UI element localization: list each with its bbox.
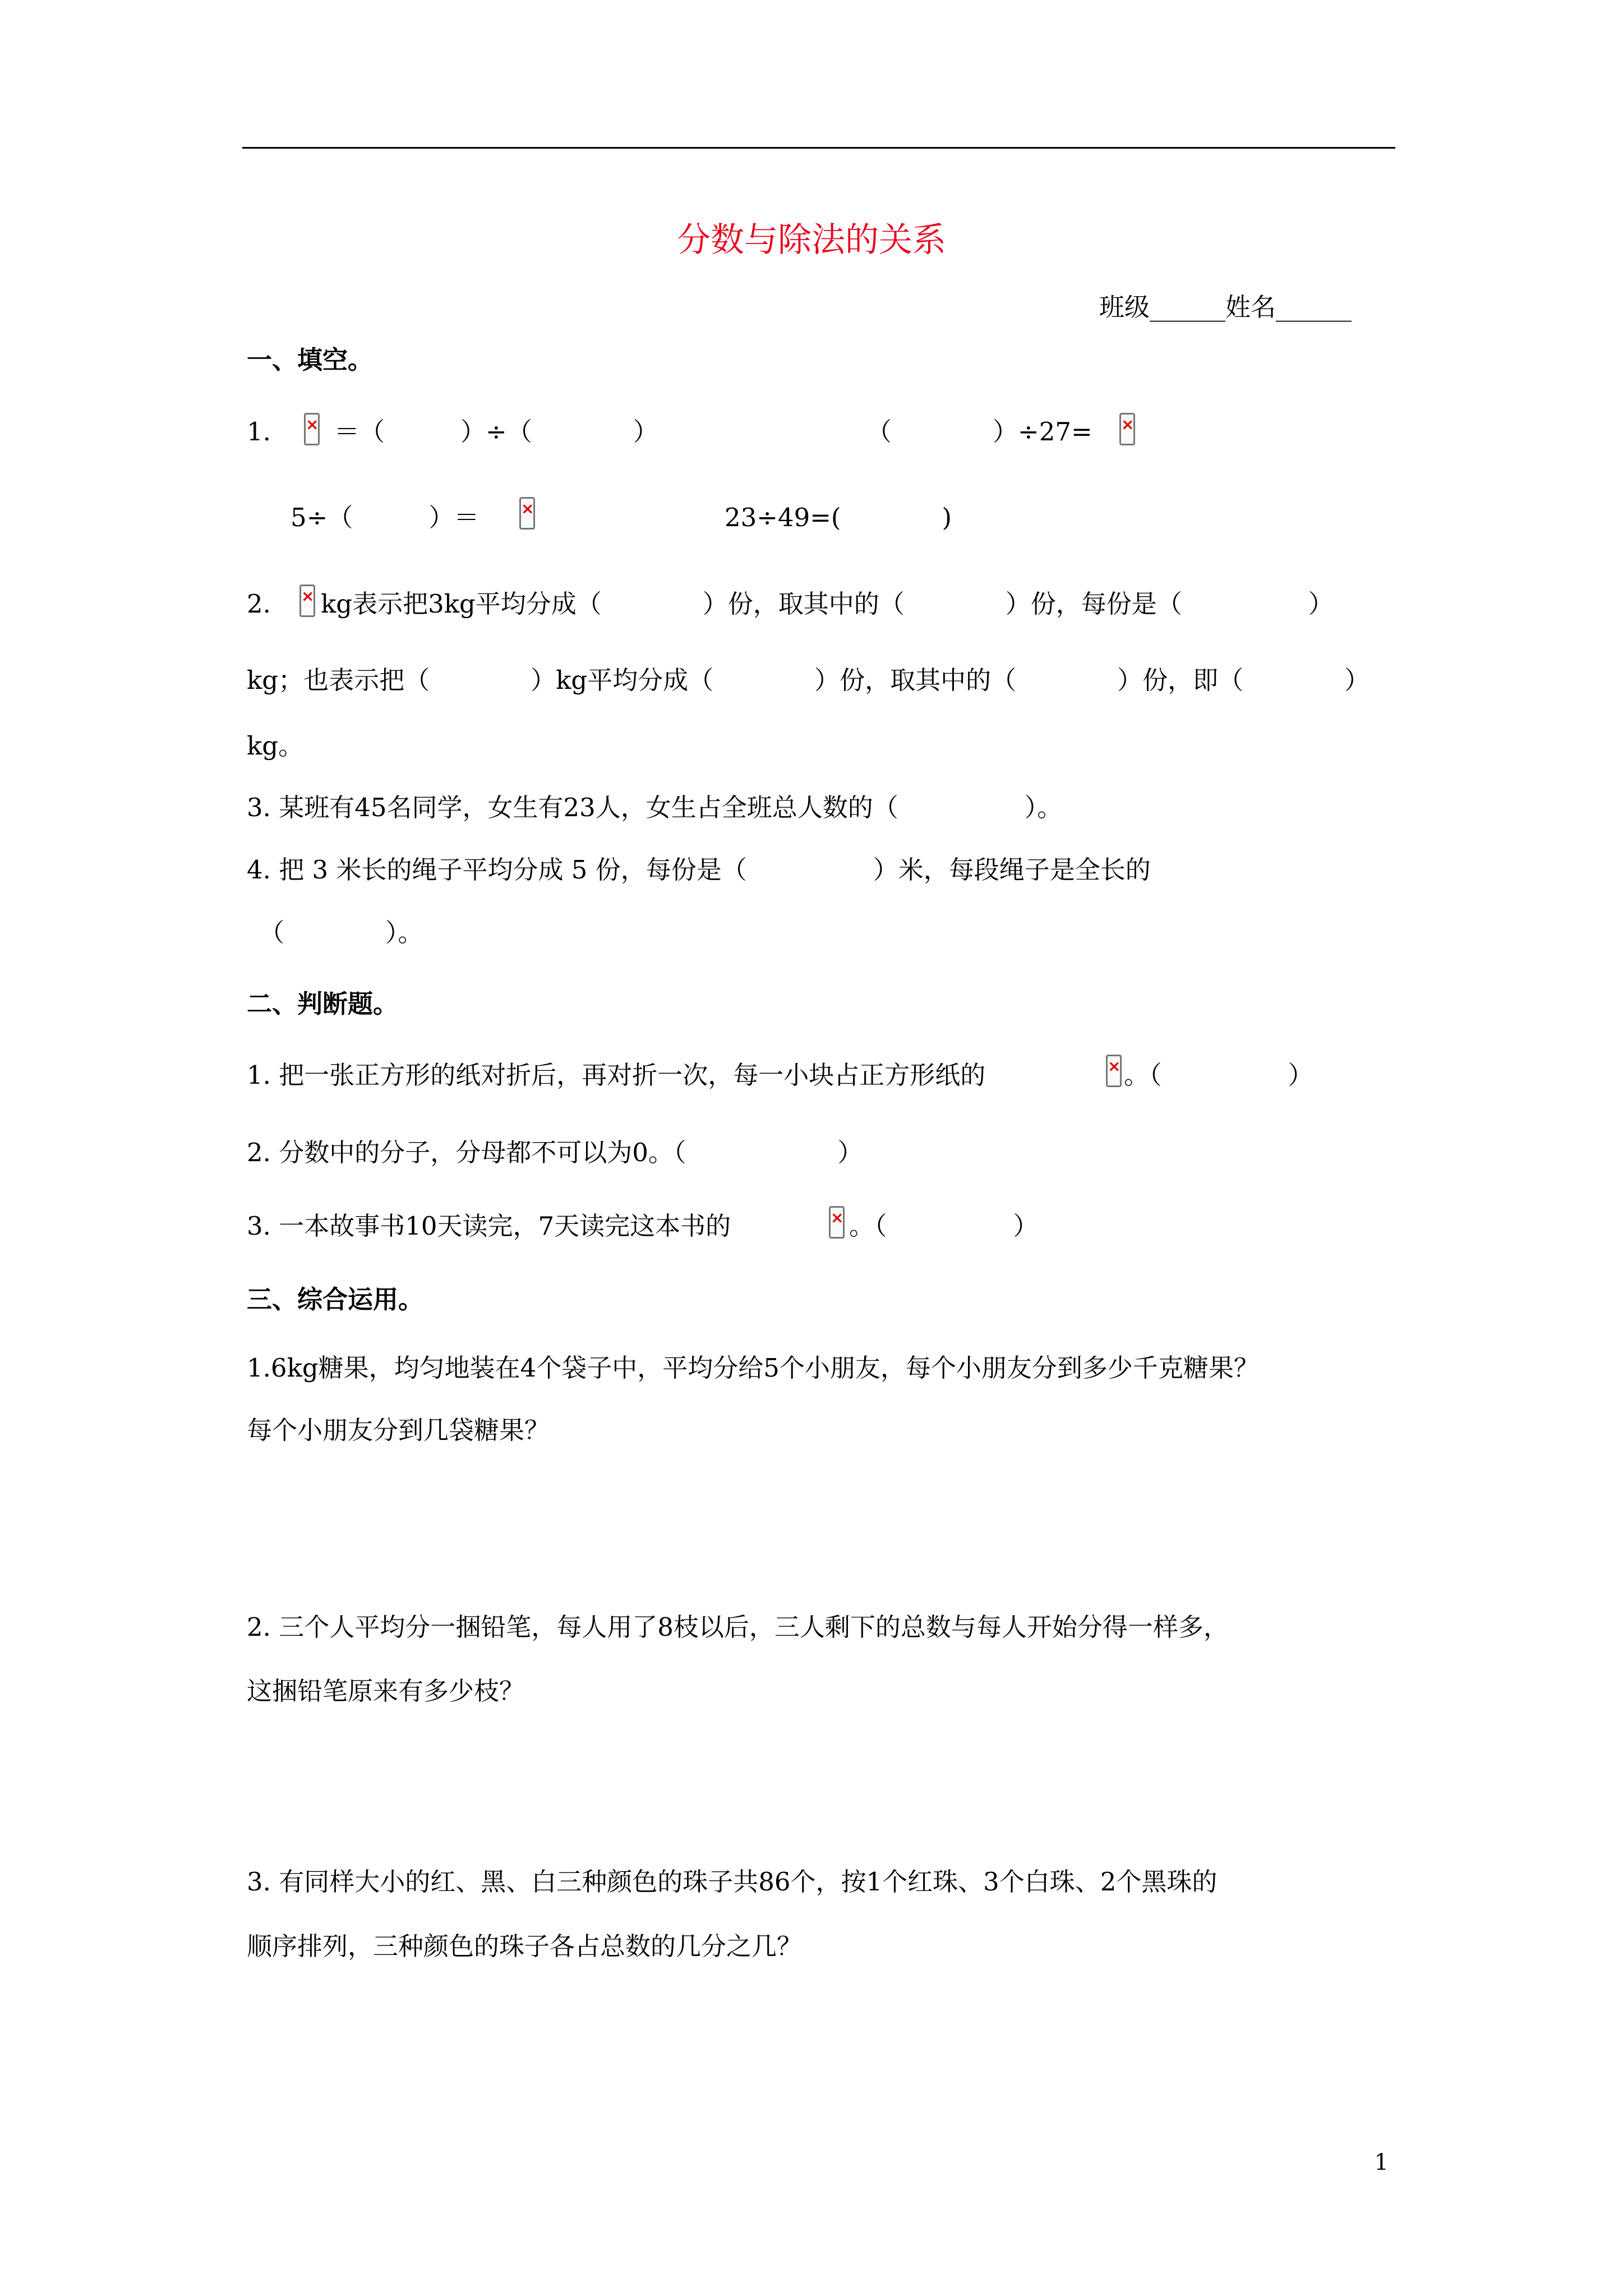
broken-image-icon bbox=[829, 1206, 845, 1239]
s1-q2-line1: kg表示把3kg平均分成（ ）份，取其中的（ ）份，每份是（ ） bbox=[321, 589, 1334, 619]
s2-q2: 2. 分数中的分子，分母都不可以为0。（ ） bbox=[247, 1138, 863, 1167]
s2-q1-b: 。（ ） bbox=[1124, 1060, 1313, 1090]
broken-image-icon bbox=[304, 413, 320, 445]
s3-q3-line2: 顺序排列，三种颜色的珠子各占总数的几分之几？ bbox=[247, 1931, 803, 1961]
s1-q2-line2: kg；也表示把（ ）kg平均分成（ ）份，取其中的（ ）份，即（ ） bbox=[247, 665, 1370, 695]
s2-q3-a: 3. 一本故事书10天读完，7天读完这本书的 bbox=[247, 1211, 731, 1241]
s2-q3-b: 。（ ） bbox=[849, 1211, 1039, 1241]
page-number: 1 bbox=[1374, 2150, 1389, 2175]
section1-heading: 一、填空。 bbox=[247, 345, 374, 375]
s3-q2-line1: 2. 三个人平均分一捆铅笔，每人用了8枝以后，三人剩下的总数与每人开始分得一样多， bbox=[247, 1612, 1229, 1642]
broken-image-icon bbox=[519, 497, 535, 530]
s3-q3-line1: 3. 有同样大小的红、黑、白三种颜色的珠子共86个，按1个红珠、3个白珠、2个黑珠的 bbox=[247, 1867, 1218, 1897]
s1-q1-c: 5÷（ ）＝ bbox=[291, 503, 479, 532]
header-rule bbox=[242, 147, 1395, 149]
s2-q1-a: 1. 把一张正方形的纸对折后，再对折一次，每一小块占正方形纸的 bbox=[247, 1060, 986, 1090]
s1-q1-d: 23÷49=( ) bbox=[725, 503, 952, 532]
broken-image-icon bbox=[1106, 1055, 1122, 1087]
section3-heading: 三、综合运用。 bbox=[247, 1285, 424, 1314]
class-name-fields: 班级______姓名______ bbox=[1099, 292, 1352, 322]
page-title: 分数与除法的关系 bbox=[677, 220, 946, 260]
broken-image-icon bbox=[299, 585, 315, 617]
s1-q3: 3. 某班有45名同学，女生有23人，女生占全班总人数的（ ）。 bbox=[247, 793, 1063, 822]
s1-q1-label: 1. bbox=[247, 417, 271, 447]
s3-q2-line2: 这捆铅笔原来有多少枝？ bbox=[247, 1676, 525, 1706]
s1-q4-line2: （ ）。 bbox=[259, 918, 423, 947]
s3-q1-line1: 1.6kg糖果，均匀地装在4个袋子中，平均分给5个小朋友，每个小朋友分到多少千克糖果？ bbox=[247, 1353, 1259, 1383]
s3-q1-line2: 每个小朋友分到几袋糖果？ bbox=[247, 1415, 550, 1445]
s1-q4-line1: 4. 把 3 米长的绳子平均分成 5 份，每份是（ ）米，每段绳子是全长的 bbox=[247, 855, 1151, 885]
broken-image-icon bbox=[1119, 413, 1135, 445]
section2-heading: 二、判断题。 bbox=[247, 989, 399, 1019]
s1-q2-label: 2. bbox=[247, 589, 271, 619]
s1-q1-a: ＝（ ）÷（ ） bbox=[334, 417, 658, 447]
s1-q1-b: （ ）÷27= bbox=[866, 417, 1092, 447]
s1-q2-line3: kg。 bbox=[247, 731, 304, 761]
